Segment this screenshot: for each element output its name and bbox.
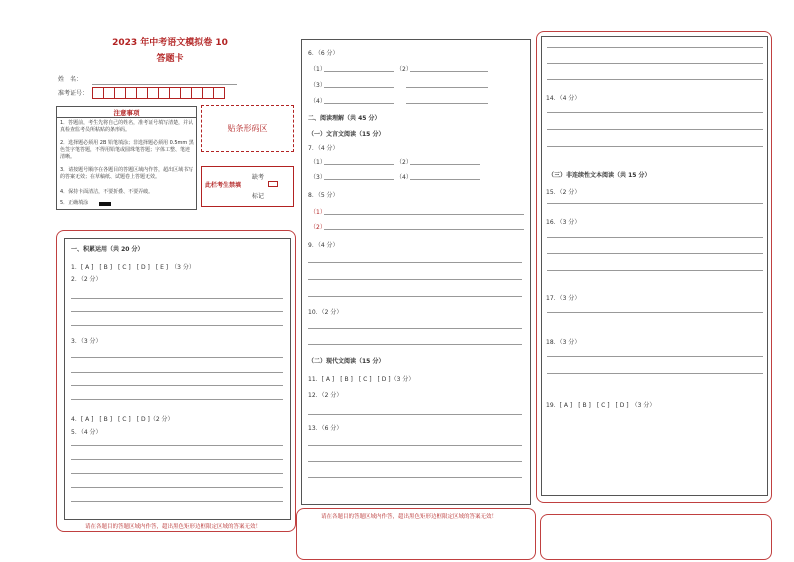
notice-item-3: 3．请按题号顺序在各题目的答题区域内作答，超出区域书写的答案无效；在草稿纸、试题卷上答题无效。 [60, 167, 194, 180]
notice-title: 注意事项 [113, 109, 140, 117]
q4[interactable]: 4．[ A ] [ B ] [ C ] [ D ]（2 分） [71, 416, 174, 423]
q12: 12．（2 分） [308, 392, 343, 399]
q3: 3．（3 分） [71, 338, 102, 345]
q16: 16．（3 分） [546, 219, 581, 226]
col2-box [301, 39, 531, 505]
q8-1: （1） [310, 209, 326, 216]
name-field[interactable] [92, 84, 237, 85]
q18: 18．（3 分） [546, 339, 581, 346]
notice-item-5: 5．正确填涂 [60, 200, 89, 206]
q2: 2．（2 分） [71, 276, 102, 283]
notice-box [56, 106, 197, 210]
col3-box [541, 36, 768, 496]
absent-label-2: 标记 [252, 193, 265, 200]
q7-2: （2） [396, 159, 412, 166]
barcode-label: 贴条形码区 [227, 124, 268, 133]
q1[interactable]: 1．[ A ] [ B ] [ C ] [ D ] [ E ] （3 分） [71, 264, 195, 271]
id-cells[interactable] [92, 87, 224, 99]
q8-2: （2） [310, 224, 326, 231]
q14: 14．（4 分） [546, 95, 581, 102]
page-title: 2023 年中考语文模拟卷 10 [112, 38, 228, 48]
section2-title: 二、阅读理解（共 45 分） [308, 115, 381, 122]
barcode-area [201, 105, 294, 152]
q17: 17．（3 分） [546, 295, 581, 302]
notice-item-4: 4．保持卡面清洁，不要折叠、不要弄破。 [60, 189, 154, 195]
col2-warning: 请在各题目的答题区域内作答，超出黑色矩形边框限定区域的答案无效！ [321, 514, 498, 520]
q6: 6．（6 分） [308, 50, 339, 57]
q13: 13．（6 分） [308, 425, 343, 432]
q6-1: （1） [310, 66, 326, 73]
q7-1: （1） [310, 159, 326, 166]
notice-item-1: 1．答题前，考生先将自己的姓名，准考证号填写清楚，并认真检查监考员所粘贴的条形码。 [60, 120, 194, 133]
sub1-title: （一）文言文阅读（15 分） [308, 131, 385, 138]
q5: 5．（4 分） [71, 429, 102, 436]
sub2-title: （二）现代文阅读（15 分） [308, 358, 385, 365]
q9: 9．（4 分） [308, 242, 339, 249]
absent-box [201, 166, 294, 207]
section1-title: 一、积累运用（共 20 分） [71, 246, 144, 253]
q7-4: （4） [396, 174, 412, 181]
q11[interactable]: 11．[ A ] [ B ] [ C ] [ D ]（3 分） [308, 376, 415, 383]
q6-2: （2） [396, 66, 412, 73]
section1-box [64, 238, 291, 520]
q10: 10．（2 分） [308, 309, 343, 316]
q15: 15．（2 分） [546, 189, 581, 196]
absent-checkbox[interactable] [268, 181, 278, 187]
q7-3: （3） [310, 174, 326, 181]
q7: 7．（4 分） [308, 145, 339, 152]
col1-warning: 请在各题目的答题区域内作答，超出黑色矩形边框限定区域的答案无效！ [85, 524, 262, 530]
sub3-title: （三）非连续性文本阅读（共 15 分） [548, 172, 651, 179]
absent-note: 此栏考生禁填 [205, 182, 242, 189]
page-subtitle: 答题卡 [156, 54, 184, 64]
fill-sample-icon [99, 202, 111, 206]
q6-4: （4） [310, 98, 326, 105]
id-label: 准考证号： [58, 90, 89, 97]
q8: 8．（5 分） [308, 192, 339, 199]
notice-item-2: 2．选择题必须用 2B 铅笔填涂；非选择题必须用 0.5mm 黑色签字笔答题，不得用铅笔或圆珠笔答题；字体工整、笔迹清晰。 [60, 140, 194, 160]
absent-label-1: 缺考 [252, 174, 265, 181]
col3-bottom-frame [540, 514, 772, 560]
q6-3: （3） [310, 82, 326, 89]
name-label: 姓 名： [58, 76, 83, 83]
q19[interactable]: 19．[ A ] [ B ] [ C ] [ D ] （3 分） [546, 402, 656, 409]
